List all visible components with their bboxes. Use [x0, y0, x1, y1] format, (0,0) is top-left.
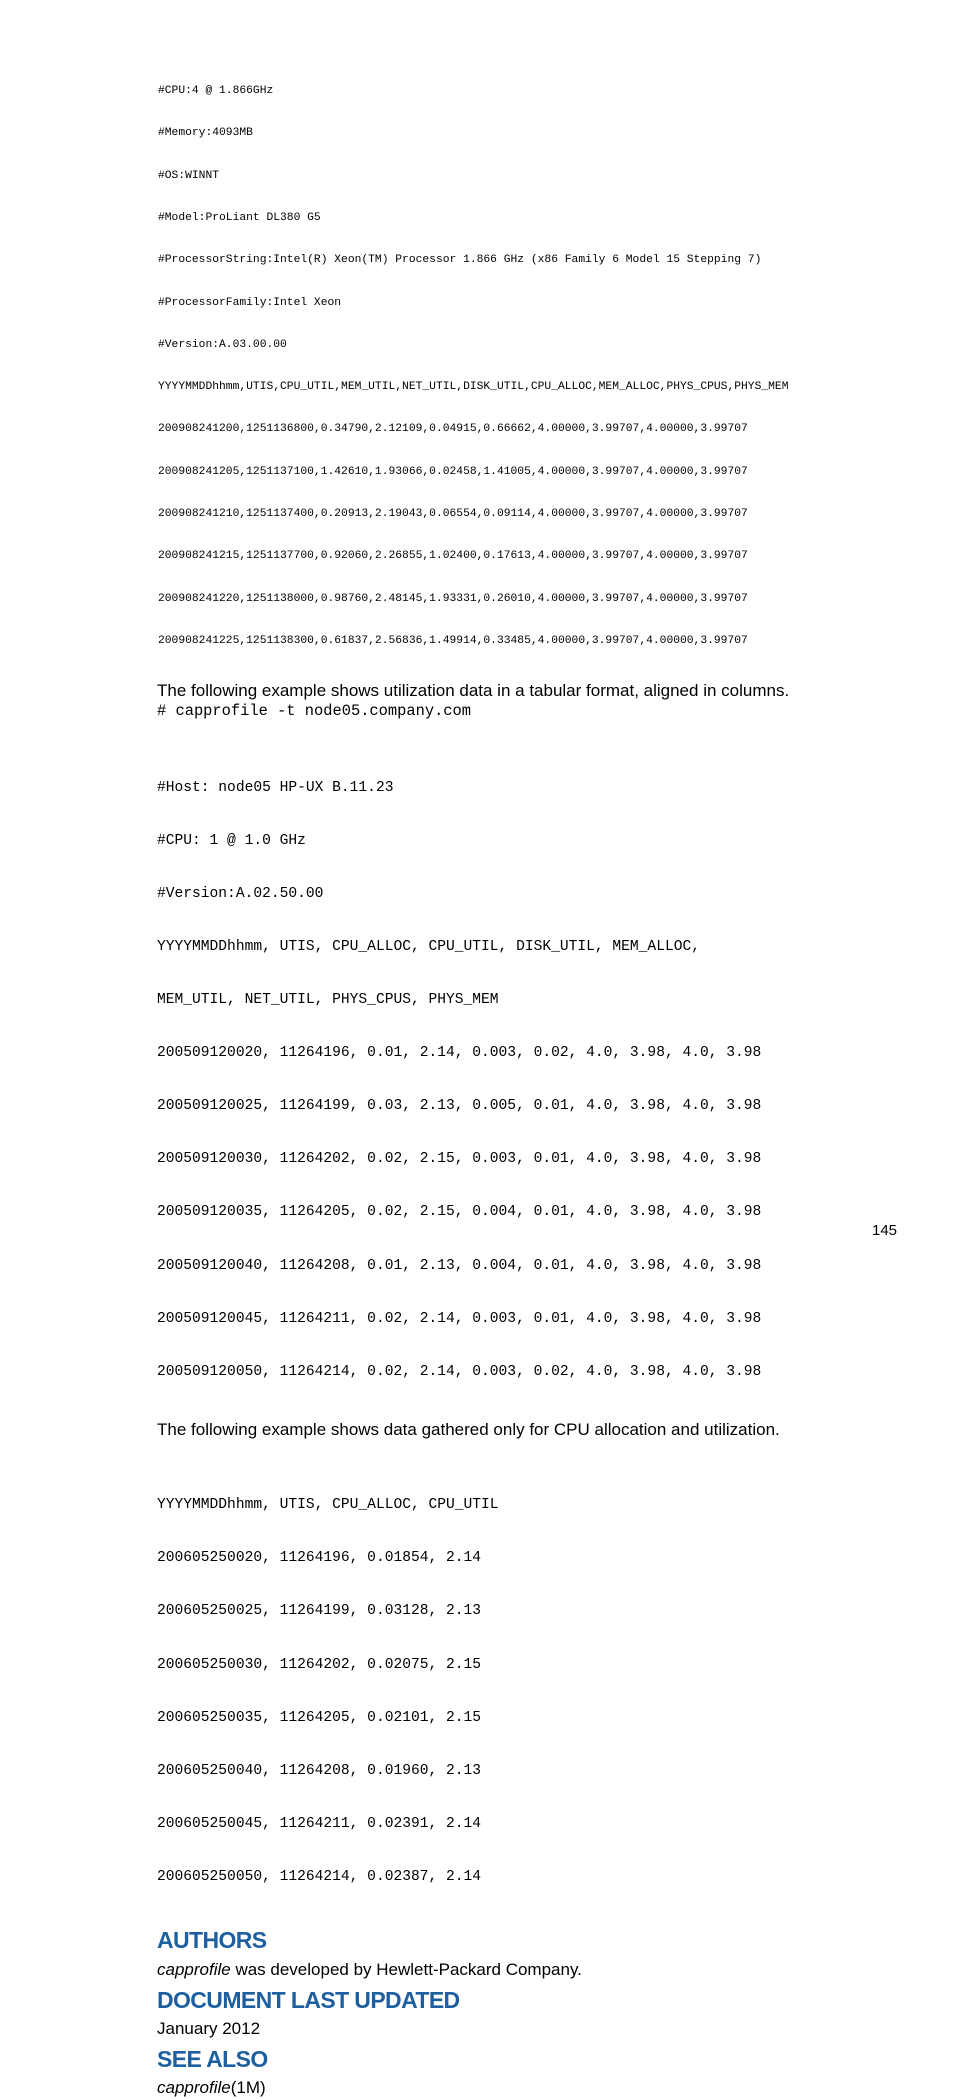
code-line: 200509120030, 11264202, 0.02, 2.15, 0.003, 0.01, 4.0, 3.98, 4.0, 3.98	[157, 1151, 762, 1168]
code-line: #CPU: 1 @ 1.0 GHz	[157, 832, 306, 849]
code-line: 200908241200,1251136800,0.34790,2.12109,0.04915,0.66662,4.00000,3.99707,4.00000,3.99707	[158, 423, 748, 436]
code-line: 200908241210,1251137400,0.20913,2.19043,0.06554,0.09114,4.00000,3.99707,4.00000,3.99707	[158, 508, 748, 520]
code-line: #Model:ProLiant DL380 G5	[158, 212, 321, 225]
page-number: 145	[872, 1222, 898, 1239]
code-line: YYYYMMDDhhmm, UTIS, CPU_ALLOC, CPU_UTIL, DISK_UTIL, MEM_ALLOC,	[157, 938, 700, 955]
authors-text	[157, 1959, 917, 1981]
section-heading-see-also: SEE ALSO	[157, 2046, 268, 2073]
paragraph-tabular-intro: The following example shows utilization data in a tabular format, aligned in columns.	[157, 681, 790, 701]
see-also-text	[157, 2077, 917, 2099]
code-line: #ProcessorString:Intel(R) Xeon(TM) Processor 1.866 GHz (x86 Family 6 Model 15 Stepping 7)	[158, 254, 762, 267]
code-line: MEM_UTIL, NET_UTIL, PHYS_CPUS, PHYS_MEM	[157, 991, 499, 1008]
command-name: capprofile	[157, 1960, 231, 1980]
code-line: 200605250035, 11264205, 0.02101, 2.15	[157, 1709, 482, 1726]
code-line: 200908241225,1251138300,0.61837,2.56836,1.49914,0.33485,4.00000,3.99707,4.00000,3.99707	[158, 634, 748, 647]
code-line: #OS:WINNT	[158, 169, 220, 182]
code-line: #CPU:4 @ 1.866GHz	[158, 85, 274, 98]
code-line: 200509120020, 11264196, 0.01, 2.14, 0.003, 0.02, 4.0, 3.98, 4.0, 3.98	[157, 1045, 762, 1062]
code-line: 200605250020, 11264196, 0.01854, 2.14	[157, 1550, 482, 1567]
code-line: 200605250025, 11264199, 0.03128, 2.13	[157, 1603, 482, 1620]
code-line: 200605250040, 11264208, 0.01960, 2.13	[157, 1762, 482, 1779]
code-line: 200509120025, 11264199, 0.03, 2.13, 0.005, 0.01, 4.0, 3.98, 4.0, 3.98	[157, 1098, 762, 1115]
command-example: # capprofile -t node05.company.com	[157, 702, 472, 721]
code-line: #Version:A.02.50.00	[157, 885, 324, 902]
page-content	[157, 56, 917, 2099]
code-line: 200908241220,1251138000,0.98760,2.48145,1.93331,0.26010,4.00000,3.99707,4.00000,3.99707	[158, 592, 748, 605]
code-line: #Version:A.03.00.00	[158, 338, 287, 351]
last-updated-text: January 2012	[157, 2019, 261, 2039]
example-output-csv	[158, 56, 917, 676]
code-line: 200908241205,1251137100,1.42610,1.93066,0.02458,1.41005,4.00000,3.99707,4.00000,3.99707	[158, 465, 748, 478]
see-also-link[interactable]: capprofile	[157, 2078, 231, 2098]
code-line: 200509120045, 11264211, 0.02, 2.14, 0.003, 0.01, 4.0, 3.98, 4.0, 3.98	[157, 1310, 762, 1327]
paragraph-cpu-intro: The following example shows data gathered only for CPU allocation and utilization.	[157, 1419, 780, 1439]
code-line: 200509120035, 11264205, 0.02, 2.15, 0.004, 0.01, 4.0, 3.98, 4.0, 3.98	[157, 1204, 762, 1221]
authors-body: was developed by Hewlett-Packard Company.	[230, 1960, 582, 1980]
code-line: 200908241215,1251137700,0.92060,2.26855,1.02400,0.17613,4.00000,3.99707,4.00000,3.99707	[158, 550, 748, 563]
example-output-cpu	[157, 1462, 917, 1922]
code-line: 200509120050, 11264214, 0.02, 2.14, 0.003, 0.02, 4.0, 3.98, 4.0, 3.98	[157, 1363, 762, 1380]
code-line: #Host: node05 HP-UX B.11.23	[157, 779, 394, 796]
see-also-section: (1M)	[230, 2078, 266, 2098]
code-line: 200509120040, 11264208, 0.01, 2.13, 0.004, 0.01, 4.0, 3.98, 4.0, 3.98	[157, 1257, 762, 1274]
code-line: YYYYMMDDhhmm,UTIS,CPU_UTIL,MEM_UTIL,NET_UTIL,DISK_UTIL,CPU_ALLOC,MEM_ALLOC,PHYS_CPUS,PHYS_MEM	[158, 381, 789, 394]
code-line: 200605250050, 11264214, 0.02387, 2.14	[157, 1869, 482, 1886]
code-line: YYYYMMDDhhmm, UTIS, CPU_ALLOC, CPU_UTIL	[157, 1497, 499, 1514]
section-heading-last-updated: DOCUMENT LAST UPDATED	[157, 1987, 460, 2014]
example-output-tabular	[157, 744, 917, 1417]
section-heading-authors: AUTHORS	[157, 1927, 267, 1954]
code-line: #Memory:4093MB	[158, 127, 253, 140]
code-line: #ProcessorFamily:Intel Xeon	[158, 296, 342, 309]
code-line: 200605250030, 11264202, 0.02075, 2.15	[157, 1656, 482, 1673]
code-line: 200605250045, 11264211, 0.02391, 2.14	[157, 1815, 482, 1832]
